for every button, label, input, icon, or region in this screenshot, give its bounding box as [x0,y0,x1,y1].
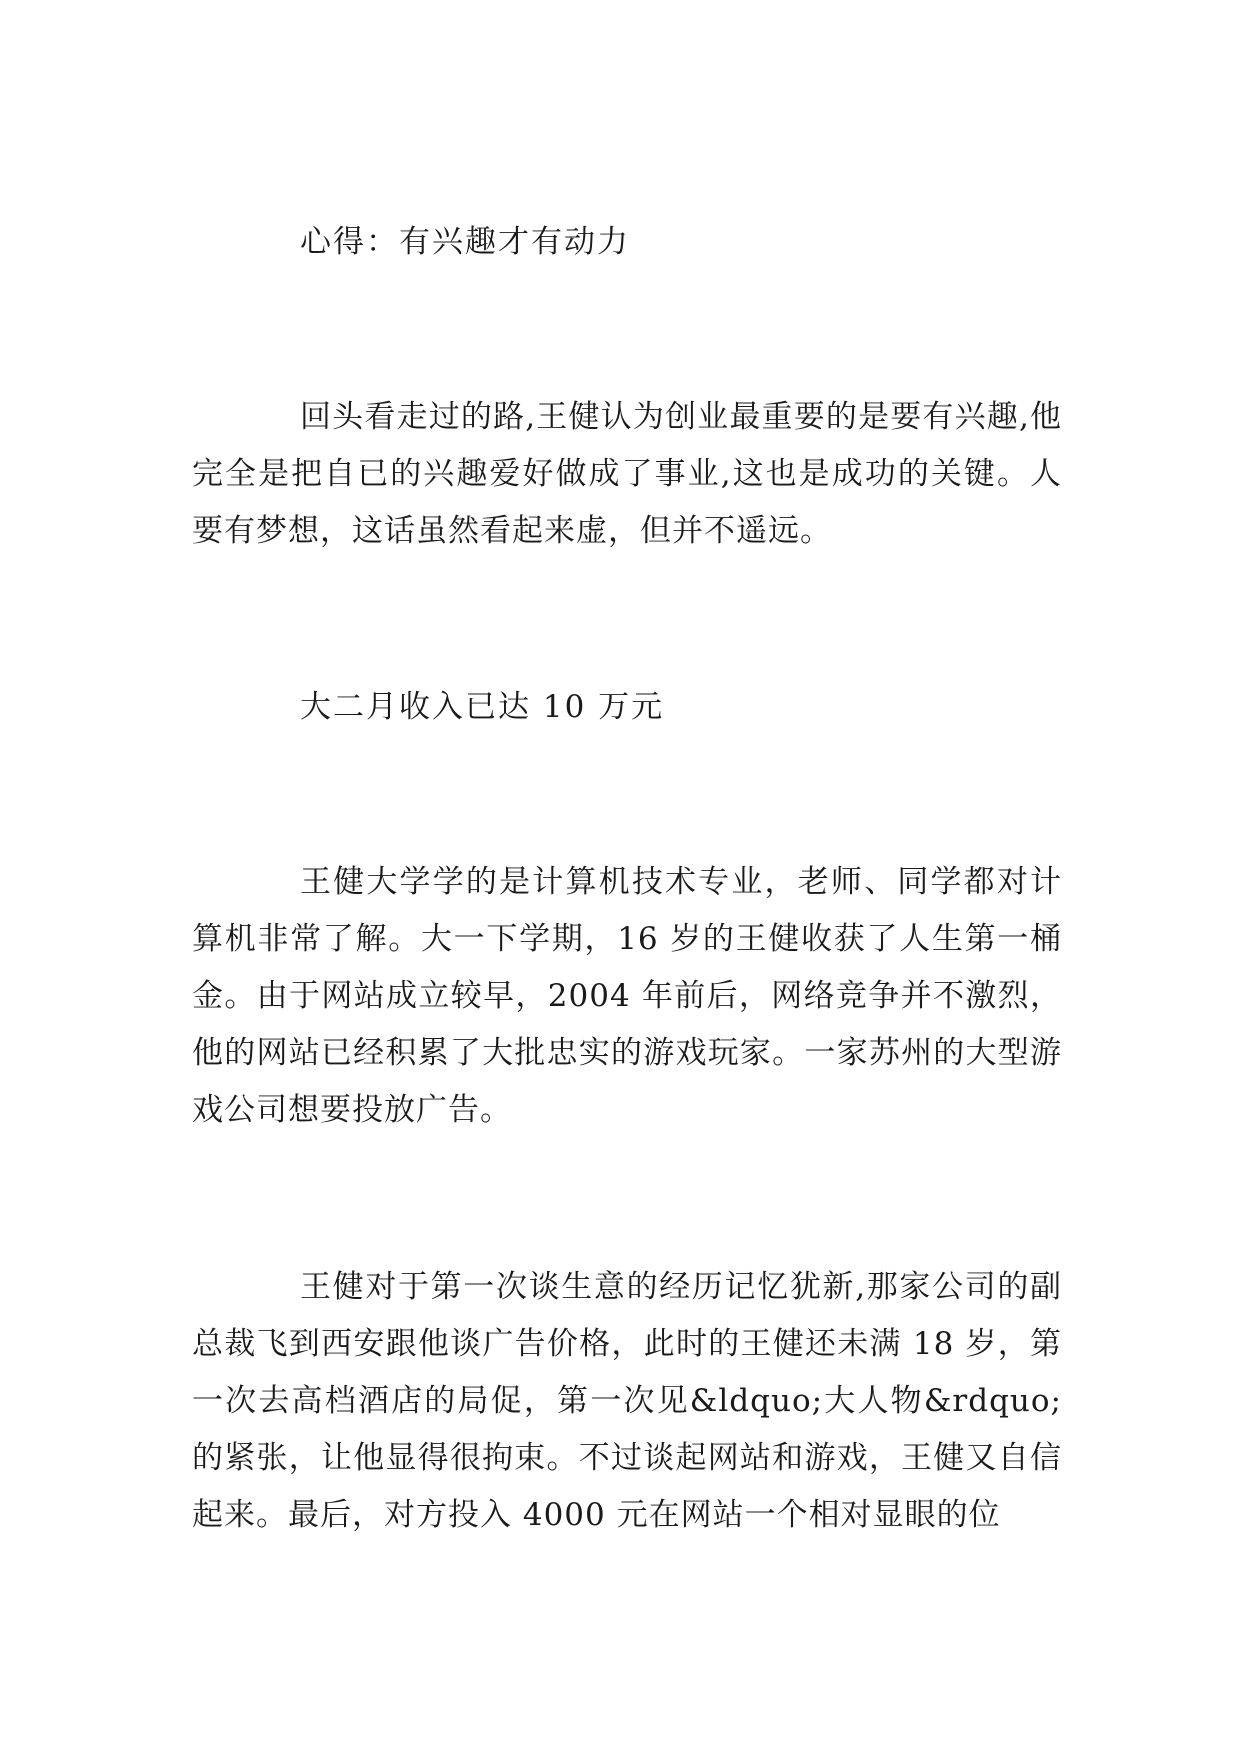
paragraph-first-business: 王健对于第一次谈生意的经历记忆犹新,那家公司的副总裁飞到西安跟他谈广告价格，此时的王健还未满 18 岁，第一次去高档酒店的局促，第一次见&ldquo;大人物&rdquo;的紧张，让他显得很拘束。不过谈起网站和游戏，王健又自信起来。最后，对方投入 4000 元在网站一个相对显眼的位 [192,1269,1062,1533]
section-heading-income: 大二月收入已达 10 万元 [300,689,665,725]
paragraph-computer-major: 王健大学学的是计算机技术专业，老师、同学都对计算机非常了解。大一下学期，16 岁的王健收获了人生第一桶金。由于网站成立较早，2004 年前后，网络竞争并不激烈，他的网站已经积累了大批忠实的游戏玩家。一家苏州的大型游戏公司想要投放广告。 [192,864,1062,1128]
paragraph-interest: 回头看走过的路,王健认为创业最重要的是要有兴趣,他完全是把自已的兴趣爱好做成了事业,这也是成功的关键。人要有梦想，这话虽然看起来虚，但并不遥远。 [192,399,1062,549]
section-heading-interest: 心得：有兴趣才有动力 [300,224,630,260]
